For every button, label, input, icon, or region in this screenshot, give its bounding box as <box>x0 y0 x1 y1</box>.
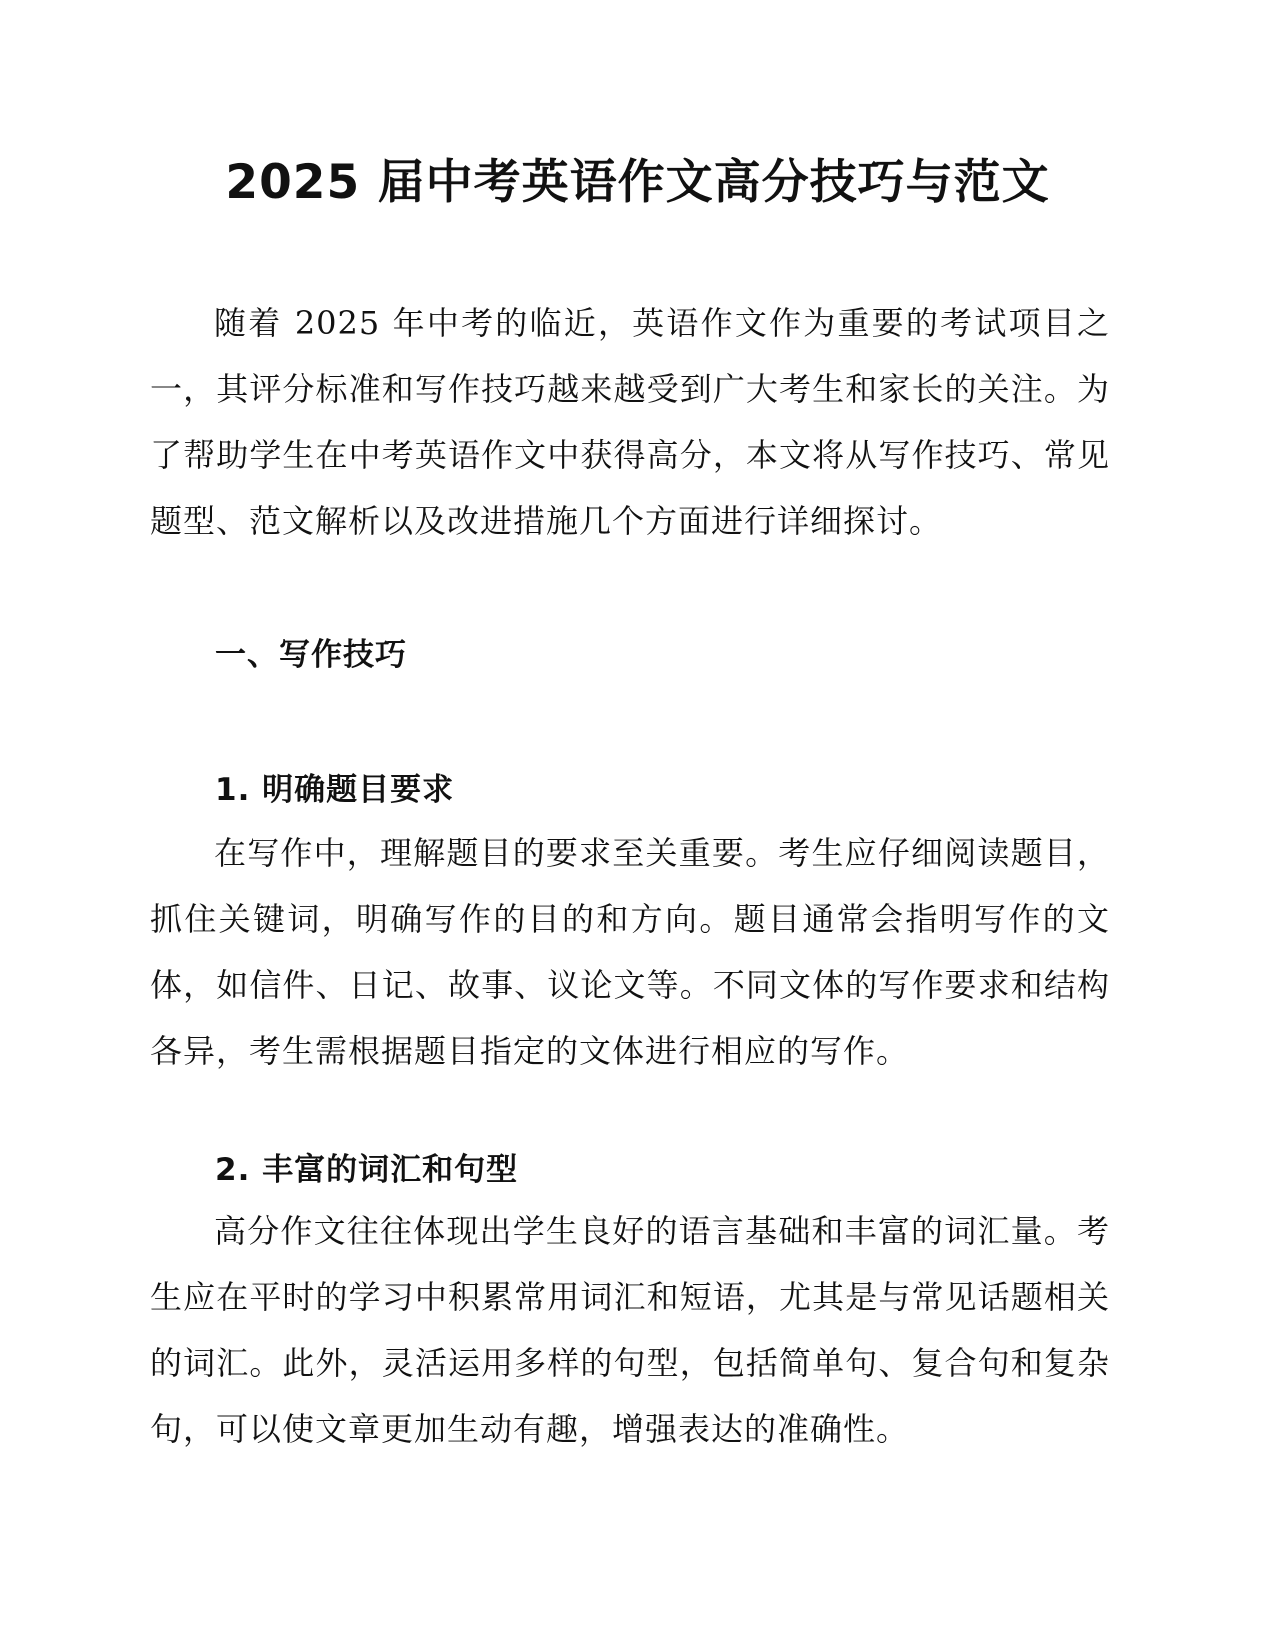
document-title: 2025 届中考英语作文高分技巧与范文 <box>225 155 1050 210</box>
intro-paragraph: 随着 2025 年中考的临近，英语作文作为重要的考试项目之一，其评分标准和写作技巧越来越受到广大考生和家长的关注。为了帮助学生在中考英语作文中获得高分，本文将从写作技巧、常见题型、范文解析以及改进措施几个方面进行详细探讨。 <box>150 304 1110 540</box>
subsection-paragraph-understand-requirements: 在写作中，理解题目的要求至关重要。考生应仔细阅读题目，抓住关键词，明确写作的目的和方向。题目通常会指明写作的文体，如信件、日记、故事、议论文等。不同文体的写作要求和结构各异，考生需根据题目指定的文体进行相应的写作。 <box>150 834 1110 1070</box>
subsection-paragraph-vocabulary-sentences: 高分作文往往体现出学生良好的语言基础和丰富的词汇量。考生应在平时的学习中积累常用词汇和短语，尤其是与常见话题相关的词汇。此外，灵活运用多样的句型，包括简单句、复合句和复杂句，可以使文章更加生动有趣，增强表达的准确性。 <box>150 1212 1110 1448</box>
section-heading-writing-tips: 一、写作技巧 <box>215 637 407 673</box>
subsection-heading-understand-requirements: 1. 明确题目要求 <box>215 772 455 808</box>
subsection-heading-vocabulary-sentences: 2. 丰富的词汇和句型 <box>215 1152 519 1188</box>
